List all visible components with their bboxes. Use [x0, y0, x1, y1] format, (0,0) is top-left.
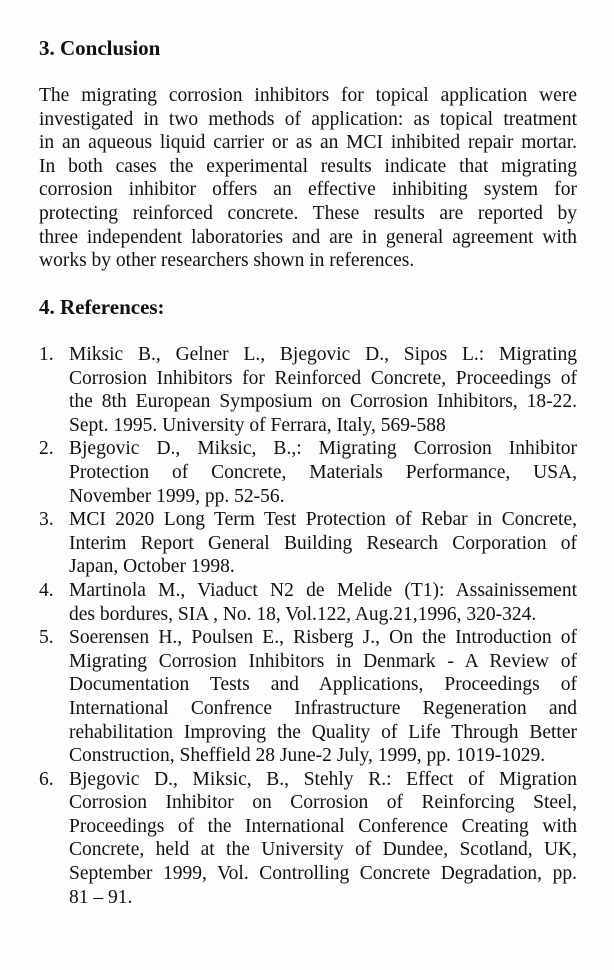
conclusion-paragraph	[39, 84, 577, 273]
text-line: Bjegovic D., Miksic, B.,: Migrating Corrosion Inhibitor	[69, 438, 577, 460]
reference-item	[39, 579, 577, 626]
text-line: Interim Report General Building Research Corporation of	[69, 532, 577, 554]
reference-number: 6.	[39, 768, 54, 790]
text-line: Corrosion Inhibitor on Corrosion of Reinforcing Steel,	[69, 792, 577, 814]
text-line: corrosion inhibitor offers an effective inhibiting system for	[39, 179, 577, 201]
reference-item	[39, 626, 577, 768]
text-line: rehabilitation Improving the Quality of Life Through Better	[69, 721, 577, 743]
text-line: Japan, October 1998.	[69, 556, 235, 578]
text-line: MCI 2020 Long Term Test Protection of Rebar in Concrete,	[69, 509, 577, 531]
reference-item	[39, 343, 577, 437]
text-line: the 8th European Symposium on Corrosion Inhibitors, 18-22.	[69, 391, 577, 413]
reference-number: 2.	[39, 438, 54, 460]
reference-item	[39, 437, 577, 508]
text-line: 81 – 91.	[69, 886, 133, 908]
text-line: The migrating corrosion inhibitors for topical application were	[39, 85, 577, 106]
text-line: In both cases the experimental results indicate that migrating	[39, 155, 577, 177]
reference-number: 4.	[39, 579, 54, 601]
reference-number: 3.	[39, 509, 54, 531]
text-line: works by other researchers shown in references.	[39, 250, 415, 272]
text-line: International Confrence Infrastructure Regeneration and	[69, 697, 577, 719]
text-line: November 1999, pp. 52-56.	[69, 485, 285, 507]
text-line: Corrosion Inhibitors for Reinforced Concrete, Proceedings of	[69, 367, 577, 389]
text-line: protecting reinforced concrete. These results are reported by	[39, 202, 577, 224]
text-line: Bjegovic D., Miksic, B., Stehly R.: Effect of Migration	[69, 768, 577, 790]
reference-number: 5.	[39, 627, 54, 649]
references-list	[39, 343, 577, 909]
text-line: Construction, Sheffield 28 June-2 July, 1999, pp. 1019-1029.	[69, 745, 546, 767]
text-line: three independent laboratories and are in general agreement with	[39, 226, 577, 248]
text-line: des bordures, SIA , No. 18, Vol.122, Aug.21,1996, 320-324.	[69, 603, 537, 625]
text-line: Concrete, held at the University of Dundee, Scotland, UK,	[69, 839, 577, 861]
text-line: Migrating Corrosion Inhibitors in Denmark - A Review of	[69, 650, 577, 672]
text-line: Protection of Concrete, Materials Performance, USA,	[69, 461, 577, 483]
text-line: investigated in two methods of application: as topical treatment	[39, 108, 577, 130]
text-line: in an aqueous liquid carrier or as an MCI inhibited repair mortar.	[39, 132, 577, 154]
reference-number: 1.	[39, 344, 54, 365]
reference-item	[39, 508, 577, 579]
references-heading: 4. References:	[39, 295, 165, 319]
text-line: Documentation Tests and Applications, Proceedings of	[69, 674, 577, 696]
text-line: Sept. 1995. University of Ferrara, Italy, 569-588	[69, 414, 446, 436]
text-line: September 1999, Vol. Controlling Concrete Degradation, pp.	[69, 863, 577, 885]
conclusion-heading: 3. Conclusion	[39, 36, 161, 60]
reference-item	[39, 768, 577, 910]
text-line: Proceedings of the International Conference Creating with	[69, 815, 577, 837]
text-line: Miksic B., Gelner L., Bjegovic D., Sipos L.: Migrating	[69, 344, 577, 365]
text-line: Soerensen H., Poulsen E., Risberg J., On the Introduction of	[69, 627, 577, 649]
text-line: Martinola M., Viaduct N2 de Melide (T1): Assainissement	[69, 579, 577, 601]
